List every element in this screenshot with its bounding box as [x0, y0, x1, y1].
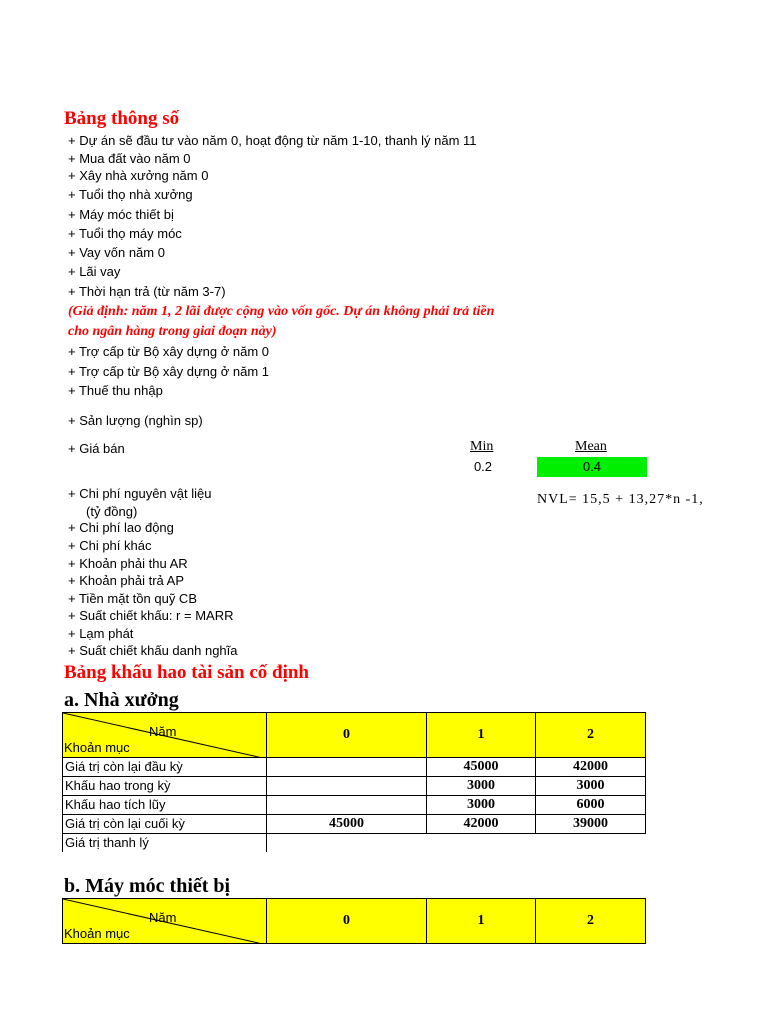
param-line: + Tuổi thọ máy móc — [68, 226, 182, 241]
param-line: + Mua đất vào năm 0 — [68, 151, 191, 166]
table-cell — [267, 777, 427, 796]
table-cell: 6000 — [536, 796, 646, 815]
table-cell: 3000 — [427, 796, 536, 815]
param-line: + Trợ cấp từ Bộ xây dựng ở năm 1 — [68, 364, 270, 379]
row-label: Giá trị thanh lý — [63, 834, 267, 853]
param-line: + Lãi vay — [68, 264, 121, 279]
table-cell: 39000 — [536, 815, 646, 834]
table-may-moc — [62, 898, 646, 944]
table-header-row — [63, 899, 646, 944]
row-label: Khấu hao tích lũy — [63, 796, 267, 815]
header-year-label: Năm — [149, 724, 177, 739]
header-year-label: Năm — [149, 910, 177, 925]
param-line: + Vay vốn năm 0 — [68, 245, 165, 260]
year-header: 2 — [536, 713, 646, 758]
param-line: + Chi phí khác — [68, 538, 152, 553]
table-cell — [267, 796, 427, 815]
row-label: Giá trị còn lại đầu kỳ — [63, 758, 267, 777]
param-line: + Suất chiết khấu danh nghĩa — [68, 643, 238, 658]
params-title: Bảng thông số — [64, 108, 180, 129]
subsection-b-title: b. Máy móc thiết bị — [64, 875, 231, 897]
nvl-label: + Chi phí nguyên vật liệu — [68, 486, 212, 501]
min-header: Min — [470, 439, 494, 454]
min-value: 0.2 — [473, 459, 493, 474]
table-header-row — [63, 713, 646, 758]
table-cell: 45000 — [427, 758, 536, 777]
diagonal-header-cell — [63, 899, 267, 944]
table-row — [63, 815, 646, 834]
row-label: Giá trị còn lại cuối kỳ — [63, 815, 267, 834]
nvl-formula: NVL= 15,5 + 13,27*n -1, — [537, 492, 704, 507]
output-label: + Sản lượng (nghìn sp) — [68, 413, 203, 428]
param-line: + Dự án sẽ đầu tư vào năm 0, hoạt động từ năm 1-10, thanh lý năm 11 — [68, 133, 477, 148]
year-header: 2 — [536, 899, 646, 944]
table-nha-xuong — [62, 712, 646, 852]
param-line: + Khoản phải trả AP — [68, 573, 185, 588]
param-line: + Trợ cấp từ Bộ xây dựng ở năm 0 — [68, 344, 270, 359]
param-line: + Chi phí lao động — [68, 520, 174, 535]
table-row — [63, 834, 646, 853]
year-header: 0 — [267, 899, 427, 944]
param-line: + Khoản phải thu AR — [68, 556, 188, 571]
param-line: + Tiền mặt tồn quỹ CB — [68, 591, 197, 606]
assumption-note-line1: (Giả định: năm 1, 2 lãi được cộng vào vốn gốc. Dự án không phải trả tiền — [68, 304, 495, 319]
table-cell — [267, 758, 427, 777]
table-row — [63, 758, 646, 777]
param-line: + Thời hạn trả (từ năm 3-7) — [68, 284, 226, 299]
assumption-note-line2: cho ngân hàng trong giai đoạn này) — [68, 324, 277, 339]
param-line: + Thuế thu nhập — [68, 383, 163, 398]
param-line: + Tuổi thọ nhà xưởng — [68, 187, 193, 202]
table-cell: 42000 — [536, 758, 646, 777]
diagonal-header-cell — [63, 713, 267, 758]
table-cell: 3000 — [427, 777, 536, 796]
price-label: + Giá bán — [68, 441, 125, 456]
header-item-label: Khoản mục — [64, 740, 130, 755]
param-line: + Xây nhà xưởng năm 0 — [68, 168, 209, 183]
table-row — [63, 796, 646, 815]
year-header: 0 — [267, 713, 427, 758]
mean-header: Mean — [575, 439, 607, 454]
nvl-unit: (tỷ đồng) — [86, 504, 138, 519]
table-cell-empty — [267, 834, 646, 853]
table-cell: 42000 — [427, 815, 536, 834]
row-label: Khấu hao trong kỳ — [63, 777, 267, 796]
year-header: 1 — [427, 899, 536, 944]
table-row — [63, 777, 646, 796]
year-header: 1 — [427, 713, 536, 758]
header-item-label: Khoản mục — [64, 926, 130, 941]
param-line: + Lạm phát — [68, 626, 134, 641]
subsection-a-title: a. Nhà xưởng — [64, 689, 179, 711]
table-cell: 3000 — [536, 777, 646, 796]
depreciation-title: Bảng khấu hao tài sản cố định — [64, 662, 309, 683]
param-line: + Máy móc thiết bị — [68, 207, 174, 222]
table-cell: 45000 — [267, 815, 427, 834]
param-line: + Suất chiết khấu: r = MARR — [68, 608, 234, 623]
mean-value: 0.4 — [582, 459, 602, 474]
